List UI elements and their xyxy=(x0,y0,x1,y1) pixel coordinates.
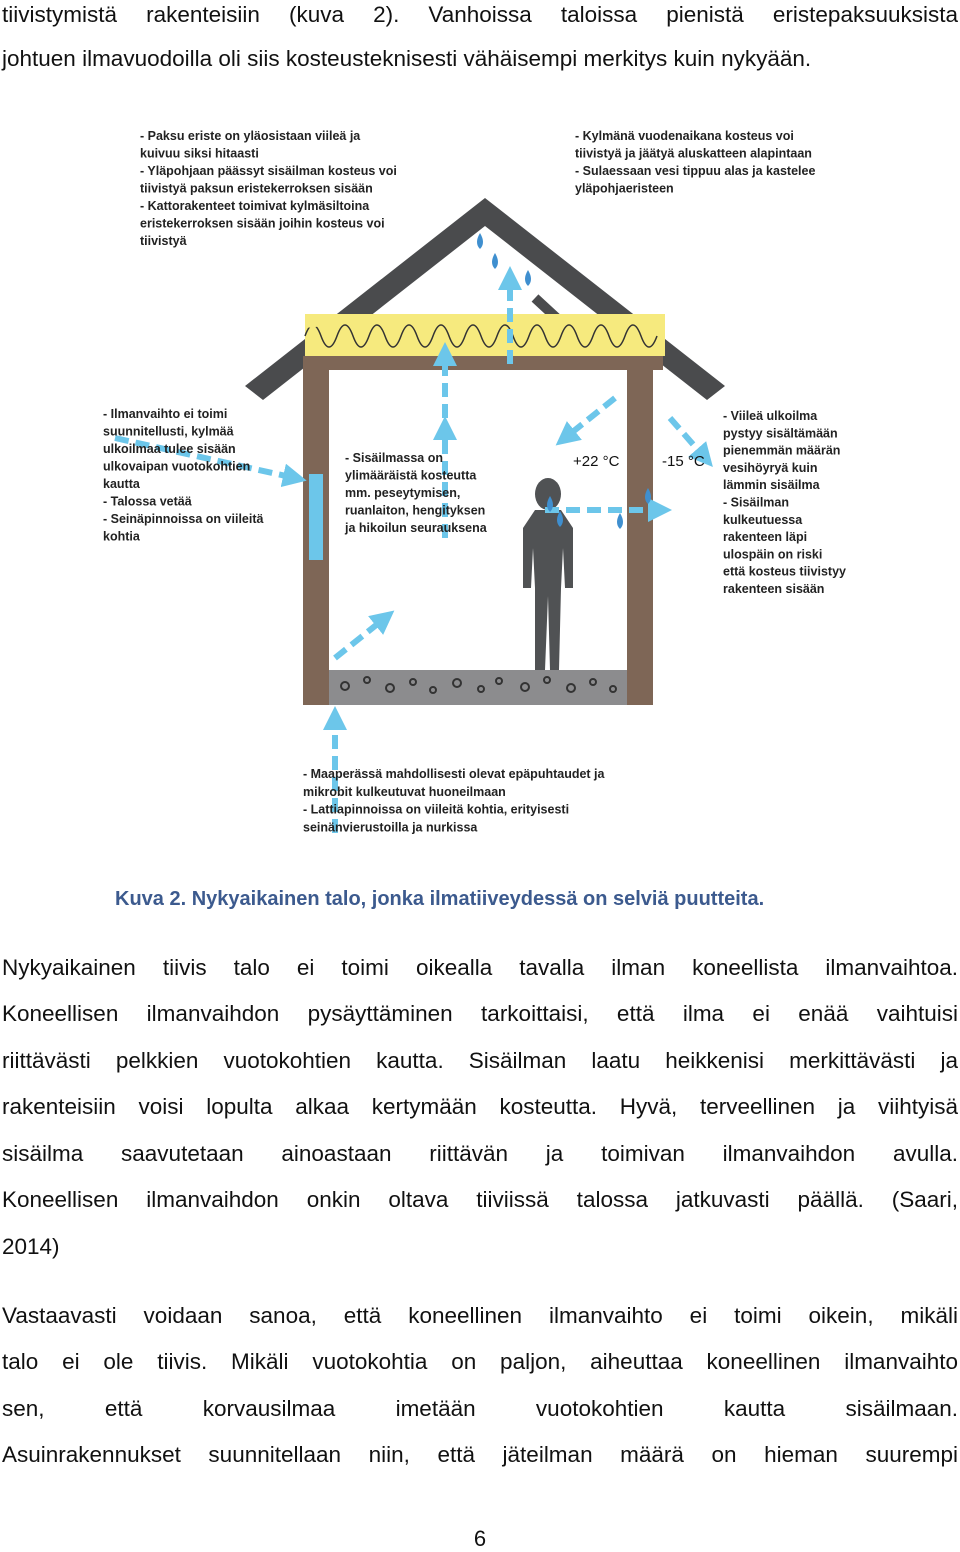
note-line: - Sisäilmassa on xyxy=(345,451,443,465)
note-line: mikrobit kulkeutuvat huoneilmaan xyxy=(303,784,506,799)
note-line: eristekerroksen sisään joihin kosteus voi xyxy=(140,216,385,231)
note-line: tiivistyä ja jäätyä aluskatteen alapintaan xyxy=(575,146,812,161)
note-line: - Talossa vetää xyxy=(103,494,192,509)
text-line: Koneellisen ilmanvaihdon pysäyttäminen tarkoittaisi, että ilma ei enää vaihtuisi xyxy=(2,1001,958,1026)
note-line: - Kylmänä vuodenaikana kosteus voi xyxy=(575,129,794,143)
note-line: seinänvierustoilla ja nurkissa xyxy=(303,820,478,835)
note-line: - Sisäilman xyxy=(723,495,789,510)
right-wall xyxy=(627,370,653,705)
text-line: Asuinrakennukset suunnitellaan niin, että jäteilman määrä on hieman suurempi xyxy=(2,1442,958,1467)
note-line: - Maaperässä mahdollisesti olevat epäpuhtaudet ja xyxy=(303,767,605,781)
left-wall-frame xyxy=(303,474,309,560)
note-block xyxy=(140,129,397,248)
text-line: Koneellisen ilmanvaihdon onkin oltava tiiviissä talossa jatkuvasti päällä. (Saari, xyxy=(2,1187,958,1212)
note-line: rakenteen läpi xyxy=(723,530,808,545)
text-line: rakenteisiin voisi lopulta alkaa kertymään kosteutta. Hyvä, terveellinen ja viihtyisä xyxy=(2,1094,958,1119)
note-line: - Kattorakenteet toimivat kylmäsiltoina xyxy=(140,199,370,213)
note-line: rakenteen sisään xyxy=(723,582,825,596)
note-line: mm. peseytymisen, xyxy=(345,486,461,500)
note-line: suunnitellusti, kylmää xyxy=(103,424,234,439)
note-line: lämmin sisäilma xyxy=(723,478,820,493)
text-line: 2014) xyxy=(2,1234,60,1259)
text-line: sen, että korvausilmaa imetään vuotokohtien kautta sisäilmaan. xyxy=(2,1396,958,1421)
note-block xyxy=(344,451,488,535)
note-line: - Paksu eriste on yläosistaan viileä ja xyxy=(140,129,361,143)
left-wall-lower xyxy=(303,560,329,705)
note-line: kautta xyxy=(103,477,140,491)
text-line: tiivistymistä rakenteisiin (kuva 2). Vanhoissa taloissa pienistä eristepaksuuksista xyxy=(2,2,958,27)
note-line: tiivistyä paksun eristekerroksen sisään xyxy=(140,181,373,196)
house-moisture-figure xyxy=(95,118,875,848)
note-line: ruanlaiton, hengityksen xyxy=(345,503,486,518)
note-line: pystyy sisältämään xyxy=(723,426,838,441)
note-line: ylimääräistä kosteutta xyxy=(345,468,477,483)
left-wall-frame xyxy=(323,474,329,560)
note-line: - Seinäpinnoissa on viileitä xyxy=(103,512,264,526)
note-line: ulospäin on riski xyxy=(723,547,823,562)
temp-inside: +22 °C xyxy=(573,453,620,470)
note-line: yläpohjaeristeen xyxy=(575,181,674,196)
text-line: sisäilma saavutetaan ainoastaan riittävän ja toimivan ilmanvaihdon avulla. xyxy=(2,1141,958,1166)
note-line: pienemmän määrän xyxy=(723,443,841,458)
text-line: Vastaavasti voidaan sanoa, että koneellinen ilmanvaihto ei toimi oikein, mikäli xyxy=(2,1303,958,1328)
note-line: ulkoilmaa tulee sisään xyxy=(103,442,236,456)
note-line: - Viileä ulkoilma xyxy=(723,409,818,423)
text-line: johtuen ilmavuodoilla oli siis kosteusteknisesti vähäisempi merkitys kuin nykyään. xyxy=(2,46,812,71)
note-block xyxy=(723,409,846,596)
note-line: - Yläpohjaan päässyt sisäilman kosteus voi xyxy=(140,164,397,178)
note-line: tiivistyä xyxy=(140,234,187,248)
note-line: ja hikoilun seurauksena xyxy=(345,521,487,535)
temp-outside: -15 °C xyxy=(662,453,705,470)
note-line: että kosteus tiivistyy xyxy=(723,564,846,579)
note-line: vesihöyryä kuin xyxy=(723,460,818,475)
left-wall-window xyxy=(309,474,323,560)
note-line: - Sulaessaan vesi tippuu alas ja kastelee xyxy=(575,164,816,178)
text-line: riittävästi pelkkien vuotokohtien kautta. Sisäilman laatu heikkenisi merkittävästi ja xyxy=(2,1048,958,1073)
text-line: talo ei ole tiivis. Mikäli vuotokohtia on paljon, aiheuttaa koneellinen ilmanvaihto xyxy=(2,1349,958,1374)
page-number: 6 xyxy=(473,1526,487,1551)
note-block xyxy=(103,407,264,544)
note-line: - Lattiapinnoissa on viileitä kohtia, erityisesti xyxy=(303,802,570,817)
insulation xyxy=(305,314,665,356)
note-line: kulkeutuessa xyxy=(723,512,803,527)
note-line: kuivuu siksi hitaasti xyxy=(140,146,259,161)
figure-caption: Kuva 2. Nykyaikainen talo, jonka ilmatiiveydessä on selviä puutteita. xyxy=(115,888,765,910)
note-line: kohtia xyxy=(103,529,140,544)
note-block xyxy=(303,767,606,834)
ceiling xyxy=(303,356,663,370)
note-block xyxy=(575,129,815,196)
note-line: - Ilmanvaihto ei toimi xyxy=(103,407,228,421)
note-line: ulkovaipan vuotokohtien xyxy=(103,459,251,474)
text-line: Nykyaikainen tiivis talo ei toimi oikealla tavalla ilman koneellista ilmanvaihtoa. xyxy=(2,955,958,980)
left-wall-upper xyxy=(303,370,329,474)
